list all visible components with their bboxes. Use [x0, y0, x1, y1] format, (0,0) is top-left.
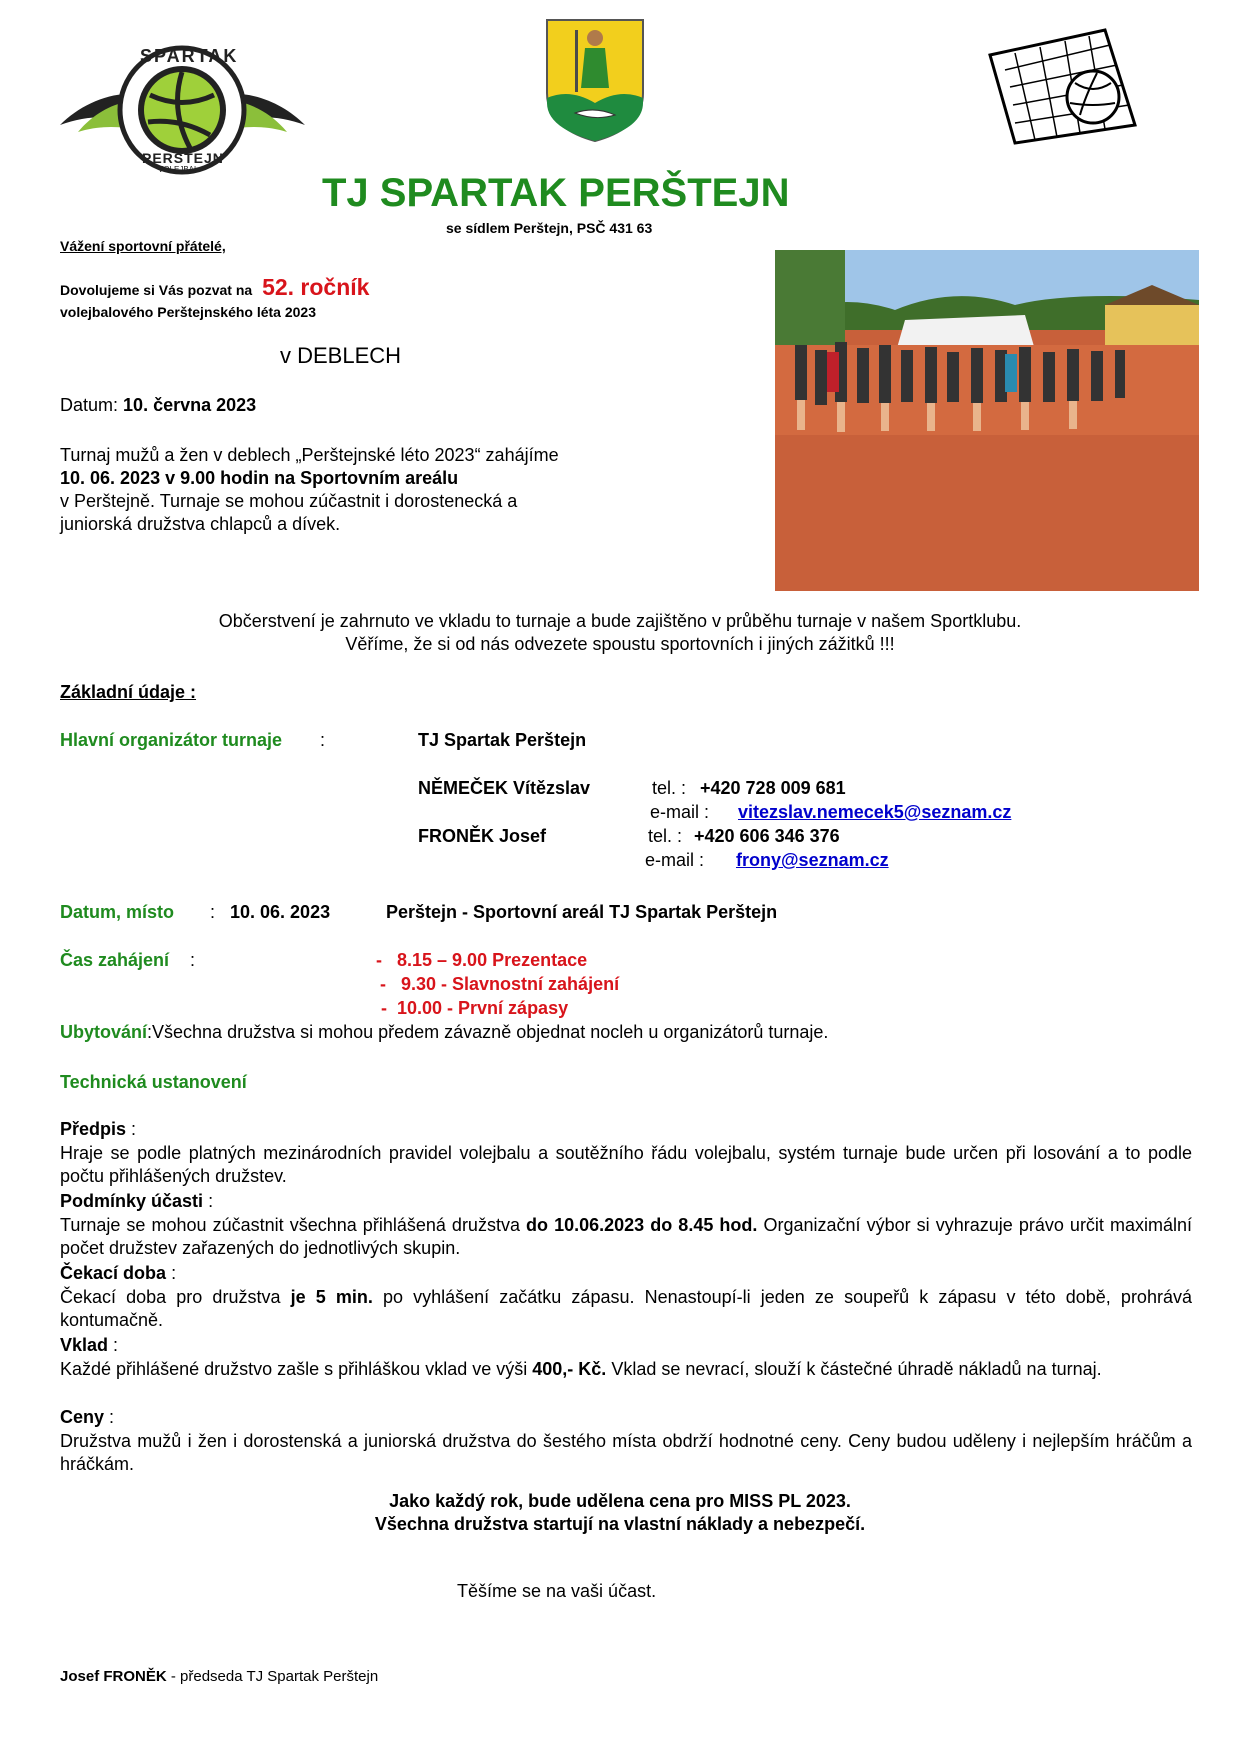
lodging-line: Ubytování:Všechna družstva si mohou předem závazně objednat nocleh u organizátorů turnaje.	[60, 1022, 829, 1042]
basic-info-heading: Základní údaje :	[60, 682, 197, 702]
contact-2-phone: +420 606 346 376	[694, 826, 840, 846]
wait-label: Čekací doba :	[60, 1263, 177, 1283]
schedule-item: - 8.15 – 9.00 Prezentace	[376, 950, 588, 970]
coat-of-arms-image	[545, 18, 645, 143]
rules-text: Hraje se podle platných mezinárodních pravidel volejbalu a soutěžního řádu volejbalu, systém turnaje bude určen při losování a to podle počtu přihlášených družstev.	[60, 1143, 1192, 1186]
start-label: Čas zahájení	[60, 950, 170, 970]
closing-statement: Jako každý rok, bude udělena cena pro MISS PL 2023. Všechna družstva startují na vlastní náklady a nebezpečí.	[374, 1491, 866, 1534]
fee-text: Každé přihlášené družstvo zašle s přihláškou vklad ve výši 400,- Kč. Vklad se nevrací, slouží k částečné úhradě nákladů na turnaj.	[60, 1359, 1102, 1379]
contact-1-name: NĚMEČEK Vítězslav	[418, 778, 591, 798]
edition: 52. ročník	[262, 274, 370, 300]
date-line: Datum: 10. června 2023	[60, 395, 257, 415]
prizes-label: Ceny :	[60, 1407, 115, 1427]
invite-line: Dovolujeme si Vás pozvat na 52. ročník	[60, 274, 370, 300]
place-value: Perštejn - Sportovní areál TJ Spartak Perštejn	[386, 902, 778, 922]
organizer-name: TJ Spartak Perštejn	[418, 730, 587, 750]
conditions-label: Podmínky účasti :	[60, 1191, 214, 1211]
subtitle: se sídlem Perštejn, PSČ 431 63	[446, 220, 653, 236]
invite-line-2: volejbalového Perštejnského léta 2023	[60, 304, 317, 320]
page-title: TJ SPARTAK PERŠTEJN	[322, 171, 790, 215]
conditions-text: Turnaje se mohou zúčastnit všechna přihlášená družstva do 10.06.2023 do 8.45 hod. Organizační výbor si vyhrazuje právo určit maximální počet družstev zařazených do jednotlivých skupin.	[60, 1215, 1193, 1258]
schedule-item: - 9.30 - Slavnostní zahájení	[380, 974, 620, 994]
place-label: Datum, místo	[60, 902, 175, 922]
place-date: 10. 06. 2023	[230, 902, 331, 922]
contact-1-phone: +420 728 009 681	[700, 778, 846, 798]
category: v DEBLECH	[280, 343, 402, 368]
wait-text: Čekací doba pro družstva je 5 min. po vyhlášení začátku zápasu. Nenastoupí-li jeden ze soupeřů k zápasu v této době, prohrává kontumačně.	[60, 1287, 1192, 1330]
technical-heading: Technická ustanovení	[60, 1072, 247, 1092]
fee-label: Vklad :	[60, 1335, 119, 1355]
prizes-text: Družstva mužů i žen i dorostenská a juniorská družstva do šestého místa obdrží hodnotné ceny. Ceny budou uděleny i nejlepším hráčům a hráčkám.	[60, 1431, 1192, 1474]
signature: Josef FRONĚK - předseda TJ Spartak Perštejn	[60, 1668, 379, 1685]
contact-2-name: FRONĚK Josef	[418, 826, 547, 846]
organizer-label: Hlavní organizátor turnaje	[60, 730, 283, 750]
refreshment-notice: Občerstvení je zahrnuto ve vkladu to turnaje a bude zajištěno v průběhu turnaje v našem Sportklubu. Věříme, že si od nás odvezete spoustu sportovních i jiných zážitků !!!	[218, 611, 1022, 654]
intro-paragraph: Turnaj mužů a žen v deblech „Perštejnské léto 2023“ zahájíme 10. 06. 2023 v 9.00 hodin na Sportovním areálu v Perštejně. Turnaje se mohou zúčastnit i dorostenecká a juniorská družstva chlapců a dívek.	[60, 445, 559, 534]
rules-label: Předpis :	[60, 1119, 137, 1139]
spartak-logo: SPARTAK PERŠTEJN VOLEJBAL	[60, 40, 305, 175]
contact-1-email-link[interactable]: vitezslav.nemecek5@seznam.cz	[738, 802, 1012, 822]
closing-greeting: Těšíme se na vaši účast.	[457, 1581, 657, 1601]
tournament-photo	[775, 250, 1199, 591]
greeting: Vážení sportovní přátelé,	[60, 238, 226, 254]
schedule-item: - 10.00 - První zápasy	[381, 998, 569, 1018]
volleyball-net-icon	[985, 25, 1140, 145]
contact-2-email-link[interactable]: frony@seznam.cz	[736, 850, 889, 870]
